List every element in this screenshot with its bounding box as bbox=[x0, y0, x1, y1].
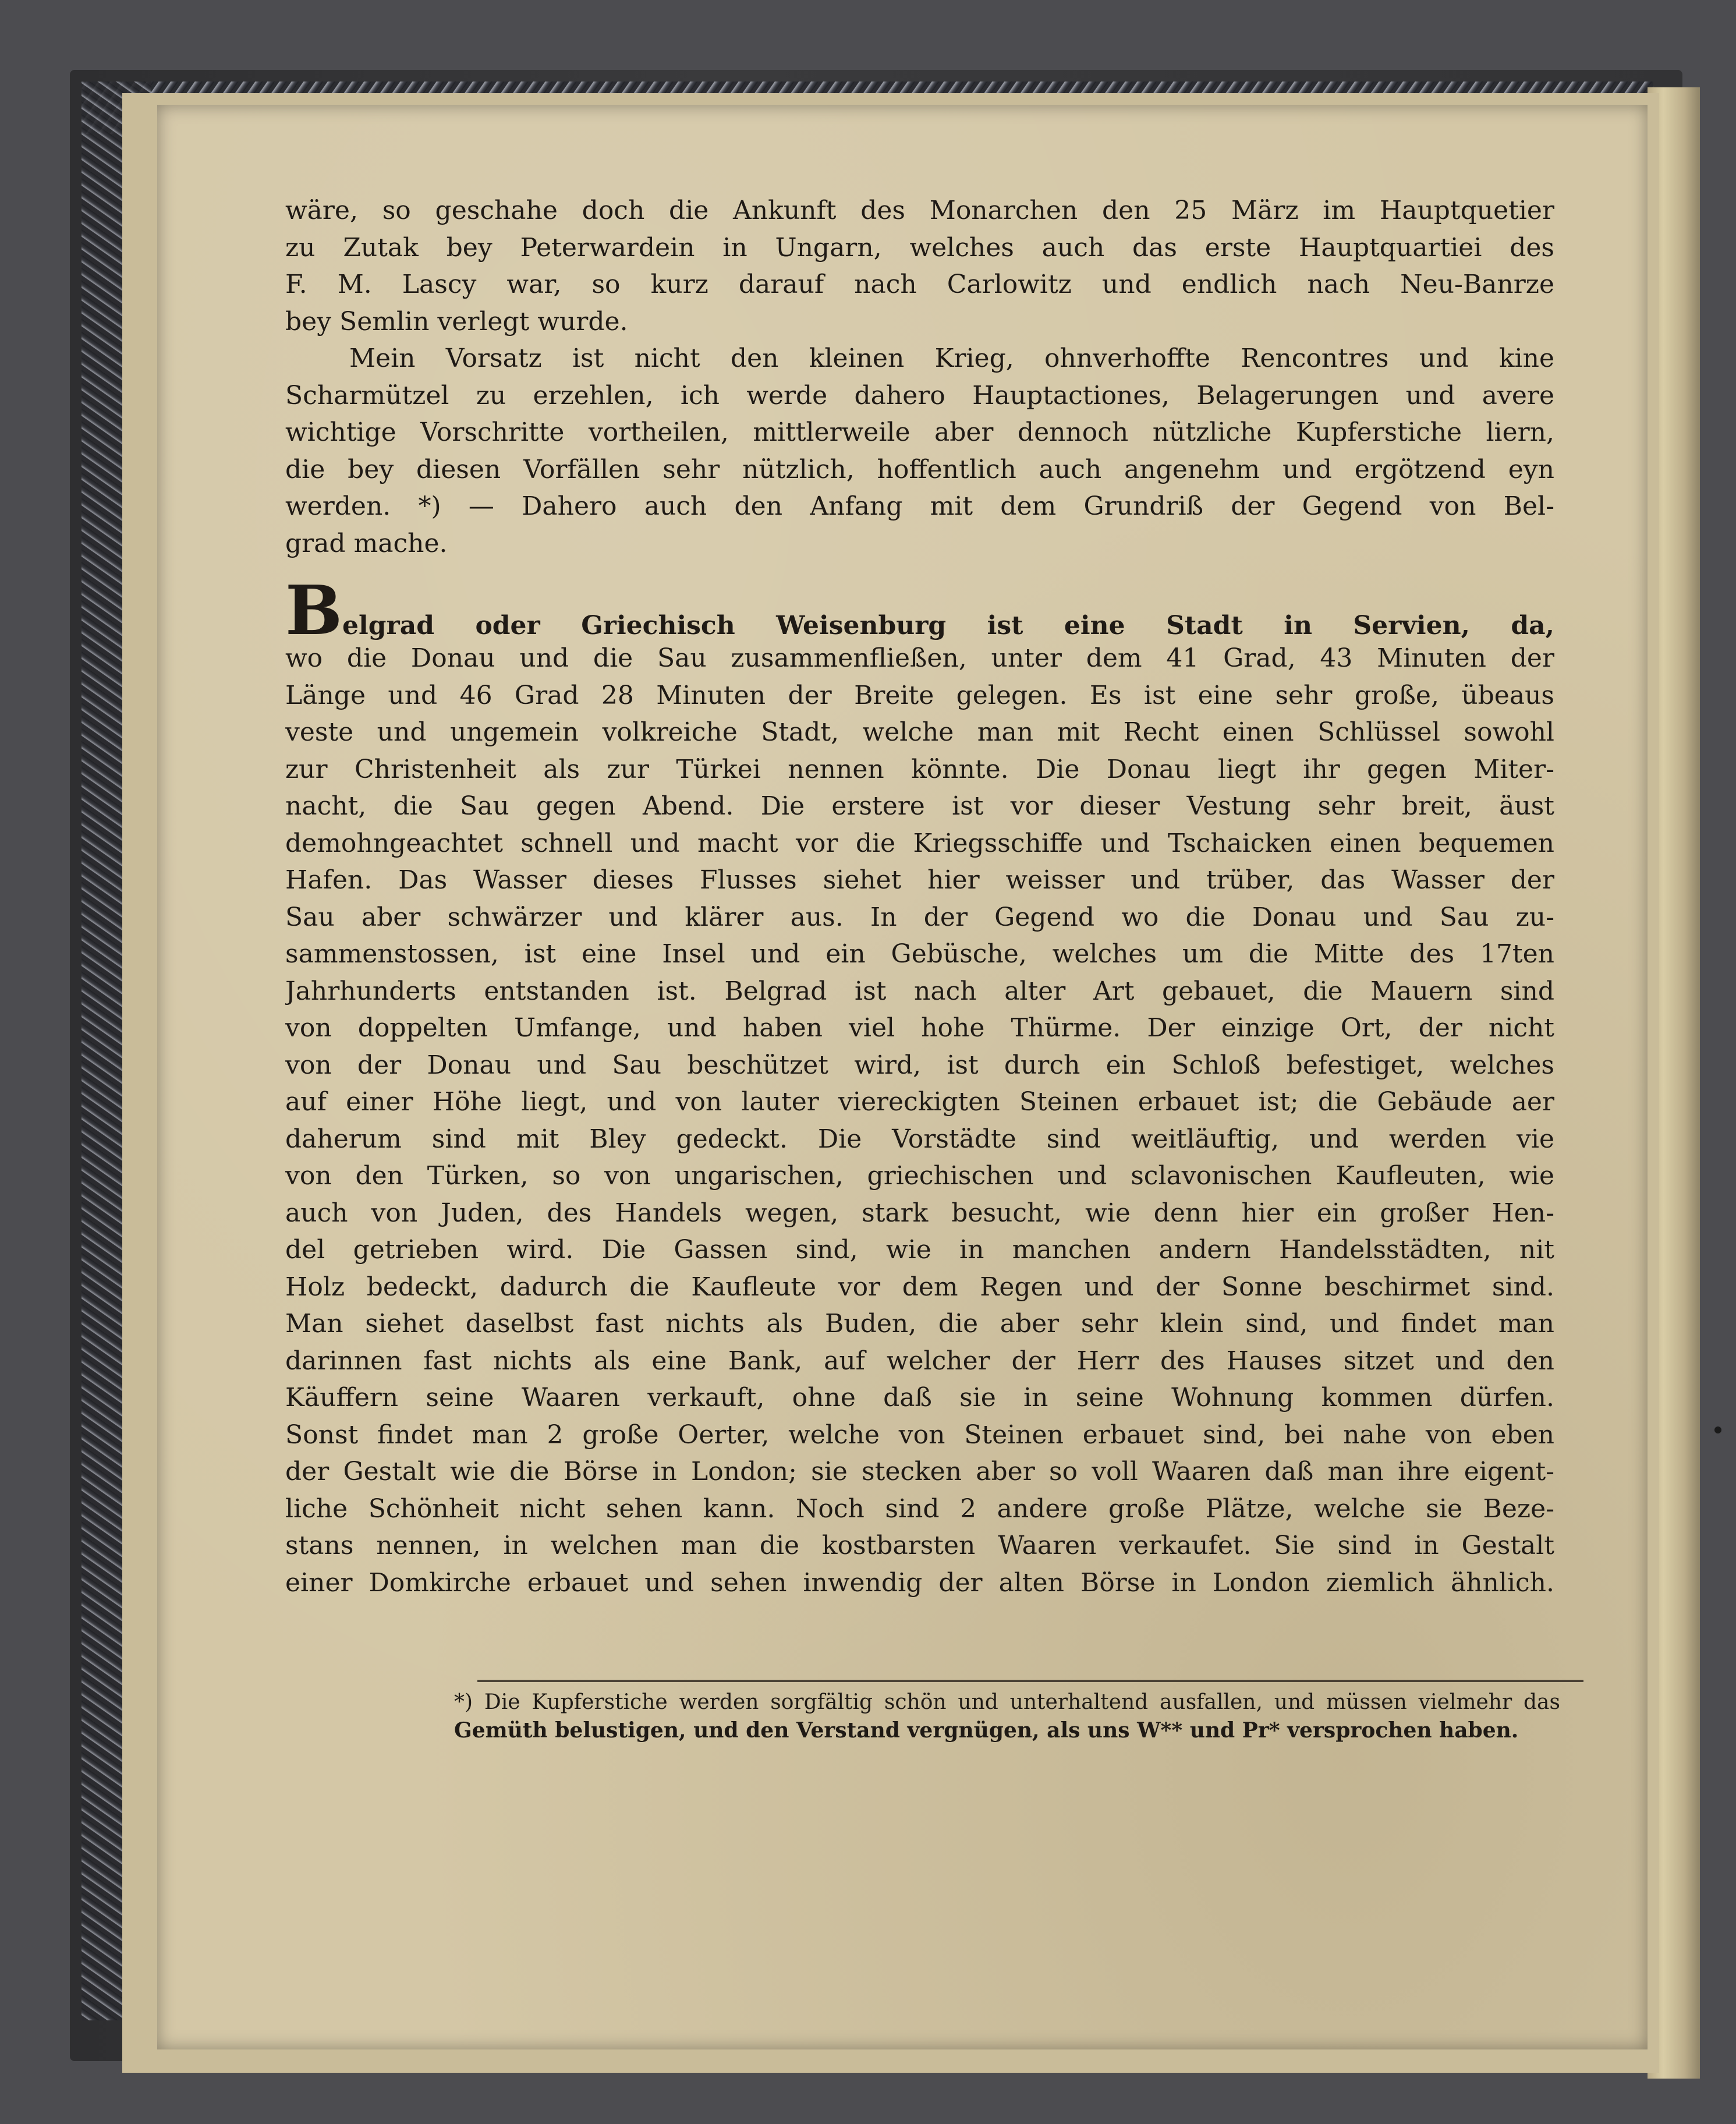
text-line: Länge und 46 Grad 28 Minuten der Breite gelegen. Es ist eine sehr große, übeaus bbox=[285, 680, 1554, 710]
text-line: bey Semlin verlegt wurde. bbox=[285, 306, 628, 337]
text-line: Man siehet daselbst fast nichts als Buden, die aber sehr klein sind, und findet man bbox=[285, 1309, 1554, 1339]
text-line: liche Schönheit nicht sehen kann. Noch sind 2 andere große Plätze, welche sie Beze- bbox=[285, 1493, 1554, 1524]
footnote bbox=[454, 1688, 1560, 1744]
text-line: der Gestalt wie die Börse in London; sie stecken aber so voll Waaren daß man ihre eigent- bbox=[285, 1457, 1554, 1486]
initial-letter: B bbox=[285, 582, 343, 640]
text-line: einer Domkirche erbauet und sehen inwendig der alten Börse in London ziemlich ähnlich. bbox=[285, 1567, 1554, 1598]
ink-dot bbox=[1714, 1426, 1721, 1433]
text-line: sammenstossen, ist eine Insel und ein Gebüsche, welches um die Mitte des 17ten bbox=[285, 939, 1554, 969]
text-line: wo die Donau und die Sau zusammenfließen, unter dem 41 Grad, 43 Minuten der bbox=[285, 643, 1554, 673]
text-line: Scharmützel zu erzehlen, ich werde dahero Hauptactiones, Belagerungen und avere bbox=[285, 380, 1554, 410]
paragraph-gap bbox=[285, 562, 1554, 582]
text-line: die bey diesen Vorfällen sehr nützlich, hoffentlich auch angenehm und ergötzend eyn bbox=[285, 454, 1554, 484]
text-line: Sau aber schwärzer und klärer aus. In der Gegend wo die Donau und Sau zu- bbox=[285, 902, 1554, 932]
text-line: darinnen fast nichts als eine Bank, auf welcher der Herr des Hauses sitzet und den bbox=[285, 1346, 1554, 1376]
text-line: stans nennen, in welchen man die kostbarsten Waaren verkaufet. Sie sind in Gestalt bbox=[285, 1531, 1554, 1560]
main-text bbox=[285, 192, 1554, 1601]
text-line: del getrieben wird. Die Gassen sind, wie in manchen andern Handelsstädten, nit bbox=[285, 1235, 1554, 1265]
text-line: Jahrhunderts entstanden ist. Belgrad ist nach alter Art gebauet, die Mauern sind bbox=[285, 976, 1554, 1006]
text-line: F. M. Lascy war, so kurz darauf nach Carlowitz und endlich nach Neu-Banrze bbox=[285, 270, 1554, 299]
footnote-line: Gemüth belustigen, und den Verstand vergnügen, als uns W** und Pr* versprochen haben. bbox=[454, 1718, 1519, 1743]
text-line: Sonst findet man 2 große Oerter, welche von Steinen erbauet sind, bei nahe von eben bbox=[285, 1419, 1554, 1450]
footnote-rule bbox=[477, 1680, 1583, 1682]
text-line: wichtige Vorschritte vortheilen, mittlerweile aber dennoch nützliche Kupferstiche liern, bbox=[285, 417, 1554, 447]
text-line: daherum sind mit Bley gedeckt. Die Vorstädte sind weitläuftig, und werden vie bbox=[285, 1124, 1554, 1154]
text-line: von doppelten Umfange, und haben viel hohe Thürme. Der einzige Ort, der nicht bbox=[285, 1013, 1554, 1043]
text-line: Holz bedeckt, dadurch die Kaufleute vor dem Regen und der Sonne beschirmet sind. bbox=[285, 1272, 1554, 1302]
text-line: zur Christenheit als zur Türkei nennen könnte. Die Donau liegt ihr gegen Miter- bbox=[285, 754, 1554, 784]
section-first-line bbox=[285, 582, 1554, 640]
text-line: nacht, die Sau gegen Abend. Die erstere ist vor dieser Vestung sehr breit, äust bbox=[285, 791, 1554, 821]
text-line: zu Zutak bey Peterwardein in Ungarn, welches auch das erste Hauptquartiei des bbox=[285, 232, 1554, 263]
text-line: Hafen. Das Wasser dieses Flusses siehet hier weisser und trüber, das Wasser der bbox=[285, 865, 1554, 895]
text-line: veste und ungemein volkreiche Stadt, welche man mit Recht einen Schlüssel sowohl bbox=[285, 717, 1554, 747]
footnote-line: *) Die Kupferstiche werden sorgfältig schön und unterhaltend ausfallen, und müssen vielmehr das bbox=[454, 1690, 1560, 1714]
text-span: elgrad oder Griechisch Weisenburg ist eine Stadt in Servien, da, bbox=[342, 611, 1554, 640]
text-line: Mein Vorsatz ist nicht den kleinen Krieg, ohnverhoffte Rencontres und kine bbox=[349, 344, 1554, 373]
text-line: demohngeachtet schnell und macht vor die Kriegsschiffe und Tschaicken einen bequemen bbox=[285, 828, 1554, 858]
text-line: von der Donau und Sau beschützet wird, ist durch ein Schloß befestiget, welches bbox=[285, 1050, 1554, 1080]
text-line: wäre, so geschahe doch die Ankunft des Monarchen den 25 März im Hauptquetier bbox=[285, 196, 1554, 225]
text-line: auch von Juden, des Handels wegen, stark besucht, wie denn hier ein großer Hen- bbox=[285, 1198, 1554, 1228]
text-line: werden. *) — Dahero auch den Anfang mit dem Grundriß der Gegend von Bel- bbox=[285, 491, 1554, 521]
text-line: Käuffern seine Waaren verkauft, ohne daß sie in seine Wohnung kommen dürfen. bbox=[285, 1383, 1554, 1413]
text-line: grad mache. bbox=[285, 528, 448, 558]
text-line: von den Türken, so von ungarischen, griechischen und sclavonischen Kaufleuten, wie bbox=[285, 1161, 1554, 1191]
text-line: auf einer Höhe liegt, und von lauter viereckigten Steinen erbauet ist; die Gebäude aer bbox=[285, 1087, 1554, 1117]
